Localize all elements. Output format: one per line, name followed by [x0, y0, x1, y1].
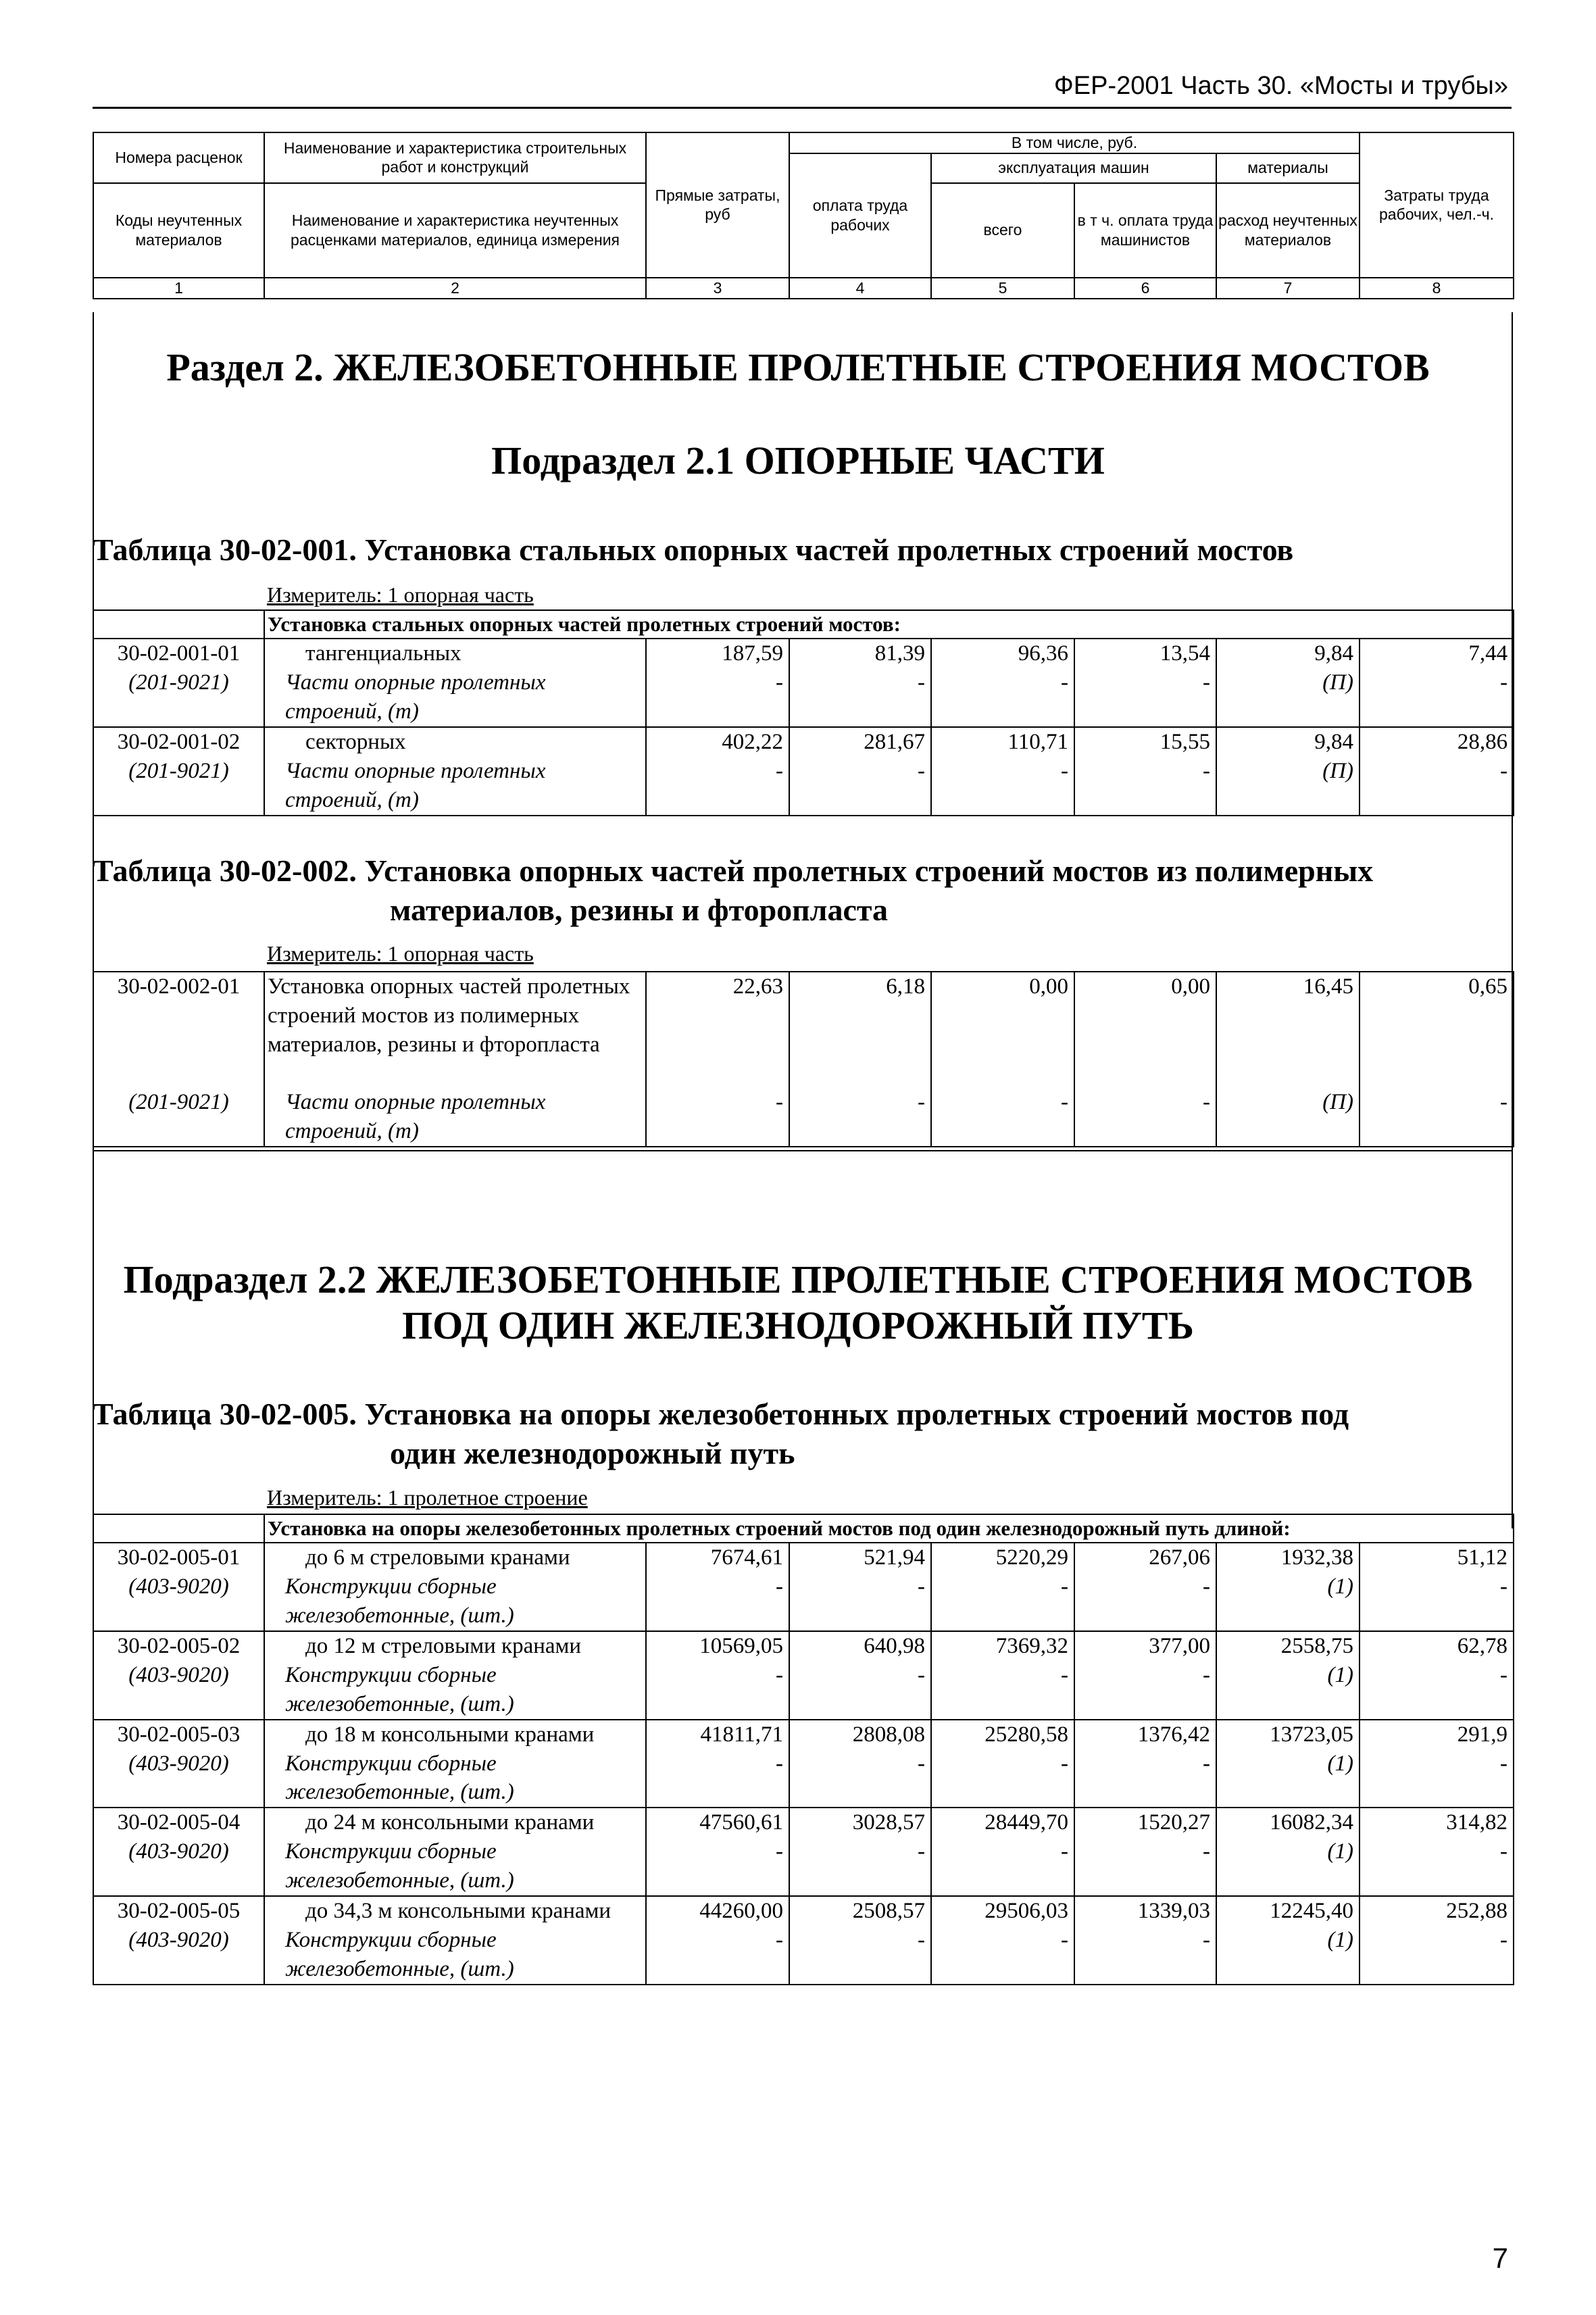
value-hours: 51,12 [1360, 1543, 1514, 1572]
dash: - [1074, 757, 1216, 816]
dash: - [646, 1088, 789, 1147]
value-machines: 96,36 [931, 639, 1074, 668]
value-materials: 9,84 [1216, 727, 1360, 757]
work-name: Установка опорных частей пролетных строений мостов из полимерных материалов, резины и фторопласта [264, 972, 646, 1088]
value-labor: 640,98 [789, 1631, 931, 1661]
dash: - [931, 1749, 1074, 1808]
group-title: Установка стальных опорных частей пролетных строений мостов: [264, 610, 1514, 639]
table-title: Таблица 30-02-002. Установка опорных частей пролетных строений мостов из полимерных [93, 853, 1374, 888]
dash: - [646, 1572, 789, 1631]
col-num: 4 [789, 278, 931, 299]
material-name: Конструкции сборные железобетонные, (шт.) [264, 1749, 646, 1808]
value-operators: 1520,27 [1074, 1808, 1216, 1837]
dash: - [1074, 1572, 1216, 1631]
dash: - [1074, 1088, 1216, 1147]
dash: - [931, 757, 1074, 816]
work-name: до 12 м стреловыми кранами [264, 1631, 646, 1661]
material-mark: (1) [1216, 1661, 1360, 1720]
hdr-col4: оплата труда рабочих [789, 153, 931, 278]
dash: - [931, 1926, 1074, 1985]
value-labor: 81,39 [789, 639, 931, 668]
value-direct: 10569,05 [646, 1631, 789, 1661]
material-mark: (П) [1216, 668, 1360, 727]
value-hours: 0,65 [1360, 972, 1514, 1088]
material-name: Конструкции сборные железобетонные, (шт.) [264, 1572, 646, 1631]
dash: - [789, 1749, 931, 1808]
value-operators: 1376,42 [1074, 1720, 1216, 1749]
work-name: секторных [264, 727, 646, 757]
material-code: (403-9020) [93, 1572, 264, 1631]
meter [267, 941, 534, 966]
material-mark: (1) [1216, 1837, 1360, 1896]
hdr-col1-bottom: Коды неучтенных материалов [93, 183, 264, 278]
dash: - [1360, 1749, 1514, 1808]
hdr-col2-bottom: Наименование и характеристика неучтенных расценками материалов, единица измерения [264, 183, 646, 278]
work-name: до 6 м стреловыми кранами [264, 1543, 646, 1572]
dash: - [1074, 1926, 1216, 1985]
material-name: Конструкции сборные железобетонные, (шт.) [264, 1837, 646, 1896]
meter-text: Измеритель: 1 опорная часть [267, 582, 534, 607]
header-rule [93, 107, 1512, 109]
hdr-incl: В том числе, руб. [789, 132, 1360, 153]
dash: - [1074, 1749, 1216, 1808]
material-code: (201-9021) [93, 757, 264, 816]
value-hours: 314,82 [1360, 1808, 1514, 1837]
meter-text: Измеритель: 1 пролетное строение [267, 1485, 588, 1510]
dash: - [646, 668, 789, 727]
value-direct: 187,59 [646, 639, 789, 668]
value-machines: 5220,29 [931, 1543, 1074, 1572]
value-operators: 13,54 [1074, 639, 1216, 668]
group-title: Установка на опоры железобетонных пролетных строений мостов под один железнодорожный путь длиной: [264, 1514, 1514, 1543]
dash: - [789, 1661, 931, 1720]
table-title-cont: материалов, резины и фторопласта [390, 893, 889, 927]
material-code: (403-9020) [93, 1837, 264, 1896]
value-labor: 2808,08 [789, 1720, 931, 1749]
work-name: до 34,3 м консольными кранами [264, 1896, 646, 1926]
material-name: Части опорные пролетных строений, (т) [264, 757, 646, 816]
work-name: до 18 м консольными кранами [264, 1720, 646, 1749]
code: 30-02-005-05 [93, 1896, 264, 1926]
value-labor: 281,67 [789, 727, 931, 757]
value-materials: 16082,34 [1216, 1808, 1360, 1837]
dash: - [1360, 668, 1514, 727]
material-mark: (1) [1216, 1572, 1360, 1631]
col-num: 6 [1074, 278, 1216, 299]
dash: - [646, 1837, 789, 1896]
hdr-col7: расход неучтенных материалов [1216, 183, 1360, 278]
value-operators: 1339,03 [1074, 1896, 1216, 1926]
dash: - [789, 1088, 931, 1147]
dash: - [931, 668, 1074, 727]
material-code: (403-9020) [93, 1661, 264, 1720]
hdr-col6: в т ч. оплата труда машинистов [1074, 183, 1216, 278]
value-hours: 28,86 [1360, 727, 1514, 757]
code: 30-02-005-03 [93, 1720, 264, 1749]
col-num: 1 [93, 278, 264, 299]
value-hours: 291,9 [1360, 1720, 1514, 1749]
dash: - [1360, 757, 1514, 816]
value-materials: 12245,40 [1216, 1896, 1360, 1926]
dash: - [646, 757, 789, 816]
meter [267, 1485, 588, 1510]
value-machines: 25280,58 [931, 1720, 1074, 1749]
value-labor: 521,94 [789, 1543, 931, 1572]
table-title-cont: один железнодорожный путь [390, 1436, 795, 1470]
material-code: (403-9020) [93, 1749, 264, 1808]
value-labor: 6,18 [789, 972, 931, 1088]
material-mark: (П) [1216, 757, 1360, 816]
dash: - [1360, 1837, 1514, 1896]
value-machines: 0,00 [931, 972, 1074, 1088]
code: 30-02-001-01 [93, 639, 264, 668]
value-labor: 3028,57 [789, 1808, 931, 1837]
value-materials: 1932,38 [1216, 1543, 1360, 1572]
dash: - [1074, 668, 1216, 727]
hdr-col5: всего [931, 183, 1074, 278]
material-name: Части опорные пролетных строений, (т) [264, 1088, 646, 1147]
hdr-col2-top: Наименование и характеристика строительных работ и конструкций [264, 132, 646, 183]
dash: - [1360, 1088, 1514, 1147]
work-name: до 24 м консольными кранами [264, 1808, 646, 1837]
value-hours: 62,78 [1360, 1631, 1514, 1661]
value-direct: 47560,61 [646, 1808, 789, 1837]
meter [267, 582, 534, 607]
table-30-02-002 [93, 971, 1514, 1147]
value-machines: 110,71 [931, 727, 1074, 757]
dash: - [931, 1572, 1074, 1631]
code: 30-02-005-04 [93, 1808, 264, 1837]
dash: - [1074, 1661, 1216, 1720]
hdr-col3: Прямые затраты, руб [646, 132, 789, 278]
dash: - [931, 1661, 1074, 1720]
hdr-materials: материалы [1216, 153, 1360, 183]
hdr-col8: Затраты труда рабочих, чел.-ч. [1360, 132, 1514, 278]
value-labor: 2508,57 [789, 1896, 931, 1926]
value-materials: 2558,75 [1216, 1631, 1360, 1661]
dash: - [1360, 1926, 1514, 1985]
dash: - [1360, 1661, 1514, 1720]
subsection-title: Подраздел 2.2 ЖЕЛЕЗОБЕТОННЫЕ ПРОЛЕТНЫЕ СТРОЕНИЯ МОСТОВ [123, 1258, 1473, 1301]
hdr-col1-top: Номера расценок [93, 132, 264, 183]
col-num: 5 [931, 278, 1074, 299]
dash: - [789, 1926, 931, 1985]
dash: - [1360, 1572, 1514, 1631]
dash: - [1074, 1837, 1216, 1896]
col-num: 8 [1360, 278, 1514, 299]
value-direct: 402,22 [646, 727, 789, 757]
code: 30-02-001-02 [93, 727, 264, 757]
column-header-table [93, 132, 1514, 299]
page-number: 7 [1492, 2242, 1508, 2274]
table-30-02-001 [93, 609, 1514, 816]
dash: - [789, 1572, 931, 1631]
page-header: ФЕР-2001 Часть 30. «Мосты и трубы» [1053, 72, 1508, 100]
dash: - [646, 1661, 789, 1720]
table-title: Таблица 30-02-001. Установка стальных опорных частей пролетных строений мостов [93, 532, 1294, 567]
value-operators: 0,00 [1074, 972, 1216, 1088]
dash: - [931, 1088, 1074, 1147]
value-direct: 44260,00 [646, 1896, 789, 1926]
dash: - [646, 1926, 789, 1985]
hdr-exploit: эксплуатация машин [931, 153, 1216, 183]
value-materials: 9,84 [1216, 639, 1360, 668]
section-title: Раздел 2. ЖЕЛЕЗОБЕТОННЫЕ ПРОЛЕТНЫЕ СТРОЕНИЯ МОСТОВ [166, 345, 1430, 389]
material-mark: (П) [1216, 1088, 1360, 1147]
value-materials: 16,45 [1216, 972, 1360, 1088]
material-name: Конструкции сборные железобетонные, (шт.) [264, 1926, 646, 1985]
col-num: 7 [1216, 278, 1360, 299]
material-code: (201-9021) [93, 668, 264, 727]
table-title: Таблица 30-02-005. Установка на опоры железобетонных пролетных строений мостов под [93, 1397, 1349, 1431]
col-num: 2 [264, 278, 646, 299]
value-direct: 41811,71 [646, 1720, 789, 1749]
subsection-title: Подраздел 2.1 ОПОРНЫЕ ЧАСТИ [491, 439, 1105, 482]
dash: - [789, 1837, 931, 1896]
subsection-title-cont: ПОД ОДИН ЖЕЛЕЗНОДОРОЖНЫЙ ПУТЬ [402, 1303, 1194, 1347]
material-name: Части опорные пролетных строений, (т) [264, 668, 646, 727]
dash: - [789, 757, 931, 816]
dash: - [931, 1837, 1074, 1896]
value-operators: 15,55 [1074, 727, 1216, 757]
material-code: (201-9021) [93, 1088, 264, 1147]
material-mark: (1) [1216, 1926, 1360, 1985]
value-operators: 267,06 [1074, 1543, 1216, 1572]
material-name: Конструкции сборные железобетонные, (шт.) [264, 1661, 646, 1720]
col-num: 3 [646, 278, 789, 299]
value-direct: 22,63 [646, 972, 789, 1088]
material-mark: (1) [1216, 1749, 1360, 1808]
value-hours: 252,88 [1360, 1896, 1514, 1926]
value-hours: 7,44 [1360, 639, 1514, 668]
value-machines: 28449,70 [931, 1808, 1074, 1837]
material-code: (403-9020) [93, 1926, 264, 1985]
code: 30-02-005-02 [93, 1631, 264, 1661]
value-machines: 29506,03 [931, 1896, 1074, 1926]
value-operators: 377,00 [1074, 1631, 1216, 1661]
dash: - [646, 1749, 789, 1808]
table-30-02-005 [93, 1514, 1514, 1985]
value-materials: 13723,05 [1216, 1720, 1360, 1749]
meter-text: Измеритель: 1 опорная часть [267, 941, 534, 966]
work-name: тангенциальных [264, 639, 646, 668]
dash: - [789, 668, 931, 727]
value-machines: 7369,32 [931, 1631, 1074, 1661]
value-direct: 7674,61 [646, 1543, 789, 1572]
code: 30-02-002-01 [93, 972, 264, 1088]
code: 30-02-005-01 [93, 1543, 264, 1572]
